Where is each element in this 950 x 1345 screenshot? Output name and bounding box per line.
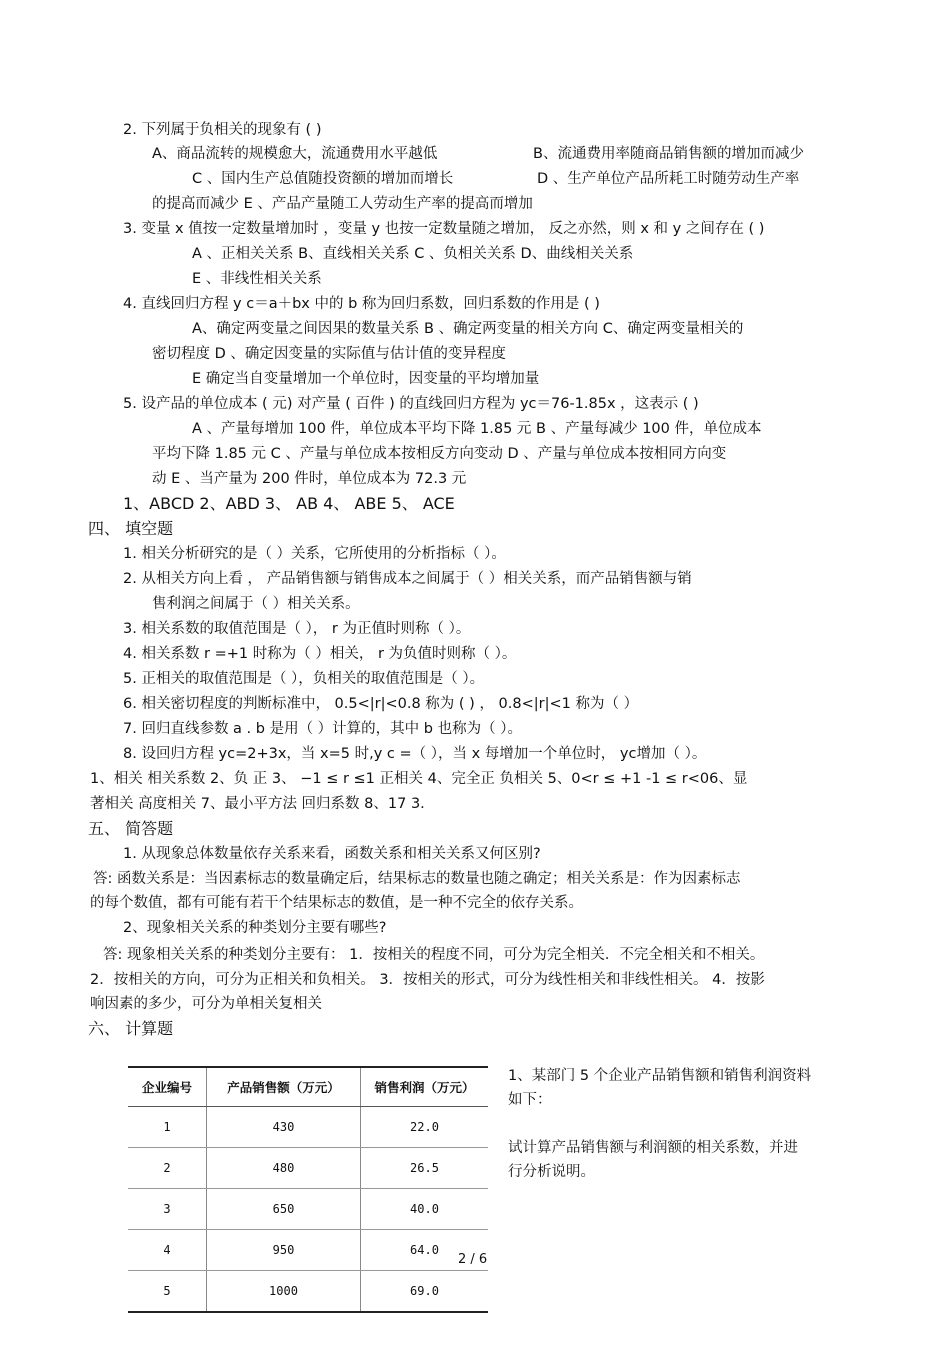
text-line: 2、现象相关关系的种类划分主要有哪些?: [123, 920, 387, 936]
text-line: 5. 设产品的单位成本 ( 元) 对产量 ( 百件 ) 的直线回归方程为 yc＝76-1.85x ，这表示 ( ): [123, 396, 699, 412]
table-row: [128, 1230, 488, 1271]
table-header-row: [128, 1067, 488, 1107]
text-line: 动 E 、当产量为 200 件时，单位成本为 72.3 元: [152, 471, 467, 487]
cell-profit: 69.0: [361, 1271, 489, 1313]
text-line: 1、某部门 5 个企业产品销售额和销售利润资料: [508, 1068, 812, 1084]
cell-profit: 26.5: [361, 1148, 489, 1189]
text-line: 试计算产品销售额与利润额的相关系数，并进: [508, 1140, 798, 1156]
text-line: 答: 函数关系是：当因素标志的数量确定后，结果标志的数量也随之确定；相关关系是：作为因素标志: [93, 871, 741, 887]
col-header-profit: 销售利润（万元）: [361, 1067, 489, 1107]
text-line: 5. 正相关的取值范围是（ ），负相关的取值范围是（ ）。: [123, 671, 485, 687]
page-number: 2 / 6: [458, 1252, 488, 1267]
table-row: [128, 1107, 488, 1148]
text-line: 1、ABCD 2、ABD 3、 AB 4、 ABE 5、 ACE: [123, 494, 455, 513]
col-header-sales: 产品销售额（万元）: [207, 1067, 361, 1107]
text-line: E 确定当自变量增加一个单位时，因变量的平均增加量: [192, 371, 540, 387]
text-line: 1. 从现象总体数量依存关系来看，函数关系和相关关系又何区别?: [123, 846, 541, 862]
col-header-company-id: 企业编号: [128, 1067, 207, 1107]
text-line: 6. 相关密切程度的判断标准中， 0.5<|r|<0.8 称为 ( ) ， 0.8<|r|<1 称为（ ）: [123, 696, 639, 712]
table-row: [128, 1271, 488, 1313]
text-line: 3. 相关系数的取值范围是（ ）， r 为正值时则称（ ）。: [123, 621, 471, 637]
cell-sales: 1000: [207, 1271, 361, 1313]
cell-profit: 64.0: [361, 1230, 489, 1271]
cell-company-id: 2: [128, 1148, 207, 1189]
data-table: [128, 1066, 488, 1313]
text-line: A、商品流转的规模愈大，流通费用水平越低: [152, 146, 438, 162]
table-row: [128, 1189, 488, 1230]
cell-company-id: 1: [128, 1107, 207, 1148]
text-line: 2．按相关的方向，可分为正相关和负相关。 3．按相关的形式，可分为线性相关和非线性相关。 4．按影: [90, 972, 765, 988]
text-line: A 、正相关关系 B、直线相关关系 C 、负相关关系 D、曲线相关关系: [192, 246, 634, 262]
cell-sales: 480: [207, 1148, 361, 1189]
text-line: 4. 相关系数 r =+1 时称为（ ）相关， r 为负值时则称（ ）。: [123, 646, 517, 662]
text-line: 2. 从相关方向上看 ， 产品销售额与销售成本之间属于（ ）相关关系，而产品销售额与销: [123, 571, 692, 587]
text-line: 2. 下列属于负相关的现象有 ( ): [123, 122, 322, 138]
text-line: E 、非线性相关关系: [192, 271, 322, 287]
text-line: A 、产量每增加 100 件，单位成本平均下降 1.85 元 B 、产量每减少 100 件，单位成本: [192, 421, 762, 437]
cell-sales: 650: [207, 1189, 361, 1230]
cell-company-id: 5: [128, 1271, 207, 1313]
text-line: B、流通费用率随商品销售额的增加而减少: [533, 146, 804, 162]
text-line: C 、国内生产总值随投资额的增加而增长: [192, 171, 454, 187]
text-line: 的每个数值，都有可能有若干个结果标志的数值，是一种不完全的依存关系。: [90, 895, 583, 911]
text-line: 著相关 高度相关 7、最小平方法 回归系数 8、17 3.: [90, 796, 425, 812]
text-line: 如下：: [508, 1092, 552, 1108]
text-line: 平均下降 1.85 元 C 、产量与单位成本按相反方向变动 D 、产量与单位成本按相同方向变: [152, 446, 727, 462]
text-line: 1. 相关分析研究的是（ ）关系，它所使用的分析指标（ ）。: [123, 546, 506, 562]
text-line: 密切程度 D 、确定因变量的实际值与估计值的变异程度: [152, 346, 506, 362]
section-heading: 六、 计算题: [88, 1019, 174, 1038]
text-line: A、确定两变量之间因果的数量关系 B 、确定两变量的相关方向 C、确定两变量相关的: [192, 321, 744, 337]
text-line: 7. 回归直线参数 a . b 是用（ ）计算的，其中 b 也称为（ ）。: [123, 721, 522, 737]
text-line: D 、生产单位产品所耗工时随劳动生产率: [537, 171, 800, 187]
text-line: 行分析说明。: [508, 1164, 595, 1180]
cell-sales: 430: [207, 1107, 361, 1148]
text-line: 4. 直线回归方程 y c＝a＋bx 中的 b 称为回归系数，回归系数的作用是 ( ): [123, 296, 600, 312]
cell-profit: 40.0: [361, 1189, 489, 1230]
text-line: 响因素的多少，可分为单相关复相关: [90, 996, 322, 1012]
text-line: 3. 变量 x 值按一定数量增加时 ，变量 y 也按一定数量随之增加， 反之亦然，则 x 和 y 之间存在 ( ): [123, 221, 765, 237]
text-line: 的提高而减少 E 、产品产量随工人劳动生产率的提高而增加: [152, 196, 533, 212]
cell-company-id: 4: [128, 1230, 207, 1271]
cell-profit: 22.0: [361, 1107, 489, 1148]
table-row: [128, 1148, 488, 1189]
cell-sales: 950: [207, 1230, 361, 1271]
text-line: 1、相关 相关系数 2、负 正 3、 −1 ≤ r ≤1 正相关 4、完全正 负相关 5、0<r ≤ +1 -1 ≤ r<06、显: [90, 771, 748, 787]
text-line: 答: 现象相关关系的种类划分主要有： 1．按相关的程度不同，可分为完全相关．不完全相关和不相关。: [103, 947, 765, 963]
text-line: 8. 设回归方程 yc=2+3x，当 x=5 时,y c =（ ），当 x 每增加一个单位时， yc增加（ ）。: [123, 746, 707, 762]
text-line: 售利润之间属于（ ）相关关系。: [152, 596, 360, 612]
cell-company-id: 3: [128, 1189, 207, 1230]
section-heading: 四、 填空题: [88, 519, 174, 538]
section-heading: 五、 简答题: [88, 819, 174, 838]
